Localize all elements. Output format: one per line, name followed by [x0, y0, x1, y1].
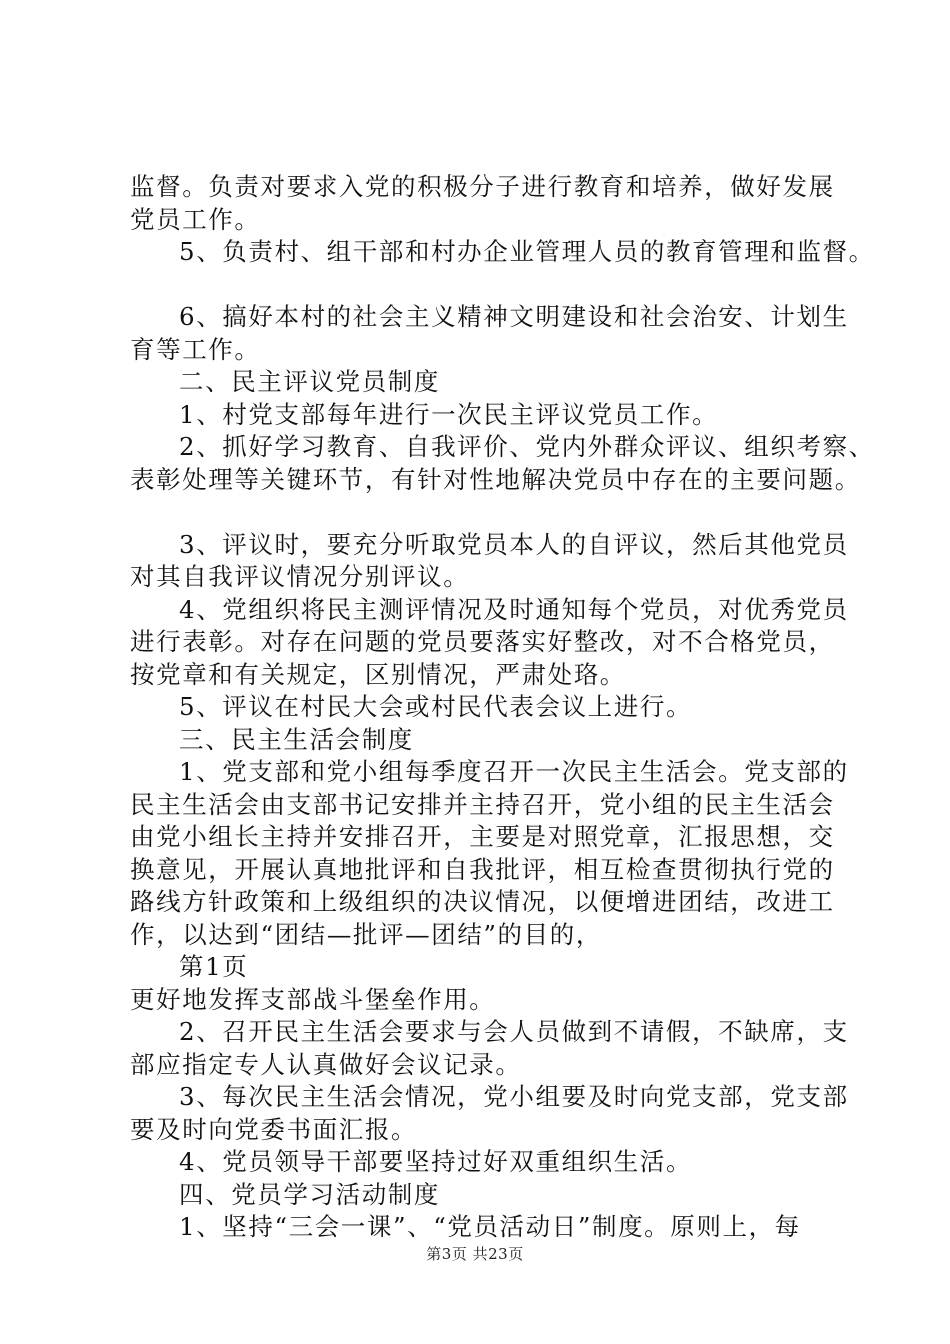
section-heading: 三、民主生活会制度	[179, 724, 414, 754]
body-text	[130, 171, 875, 1244]
text-line: 对其自我评议情况分别评议。	[130, 562, 470, 591]
page-footer: 第3页 共23页	[426, 1245, 524, 1263]
section-heading: 四、党员学习活动制度	[179, 1179, 440, 1209]
text-line: 2、召开民主生活会要求与会人员做到不请假，不缺席，支	[179, 1017, 849, 1046]
text-line: 3、每次民主生活会情况，党小组要及时向党支部，党支部	[179, 1082, 849, 1111]
text-line: 路线方针政策和上级组织的决议情况，以便增进团结，改进工	[130, 887, 835, 916]
text-line: 6、搞好本村的社会主义精神文明建设和社会治安、计划生	[179, 302, 849, 331]
text-line: 换意见，开展认真地批评和自我批评，相互检查贯彻执行党的	[130, 854, 835, 884]
text-line: 1、党支部和党小组每季度召开一次民主生活会。党支部的	[179, 757, 849, 786]
text-line: 党员工作。	[130, 204, 261, 234]
text-line: 1、坚持“三会一课”、“党员活动日”制度。原则上，每	[179, 1212, 801, 1241]
text-line: 3、评议时，要充分听取党员本人的自评议，然后其他党员	[179, 529, 849, 559]
text-line: 由党小组长主持并安排召开，主要是对照党章，汇报思想，交	[130, 822, 835, 851]
text-line: 按党章和有关规定，区别情况，严肃处珞。	[130, 659, 626, 689]
text-line: 5、评议在村民大会或村民代表会议上进行。	[179, 692, 693, 721]
blank-line	[130, 269, 850, 302]
text-line: 监督。负责对要求入党的积极分子进行教育和培养，做好发展	[130, 172, 835, 201]
text-line: 部应指定专人认真做好会议记录。	[130, 1049, 522, 1079]
text-line: 育等工作。	[130, 334, 261, 364]
text-line: 要及时向党委书面汇报。	[130, 1114, 418, 1144]
text-line: 1、村党支部每年进行一次民主评议党员工作。	[179, 399, 719, 429]
text-line: 5、负责村、组干部和村办企业管理人员的教育管理和监督。	[179, 237, 875, 266]
inline-page-marker: 第1页	[179, 952, 249, 981]
blank-line	[130, 496, 850, 529]
text-line: 作，以达到“团结—批评—团结”的目的，	[130, 919, 602, 949]
section-heading: 二、民主评议党员制度	[179, 367, 440, 396]
text-line: 更好地发挥支部战斗堡垒作用。	[130, 984, 496, 1014]
text-line: 2、抓好学习教育、自我评价、党内外群众评议、组织考察、	[179, 432, 875, 461]
text-line: 民主生活会由支部书记安排并主持召开，党小组的民主生活会	[130, 789, 835, 819]
text-line: 进行表彰。对存在问题的党员要落实好整改，对不合格党员，	[130, 627, 835, 656]
text-line: 表彰处理等关键环节，有针对性地解决党员中存在的主要问题。	[130, 464, 861, 494]
text-line: 4、党组织将民主测评情况及时通知每个党员，对优秀党员	[179, 594, 849, 624]
text-line: 4、党员领导干部要坚持过好双重组织生活。	[179, 1147, 693, 1176]
